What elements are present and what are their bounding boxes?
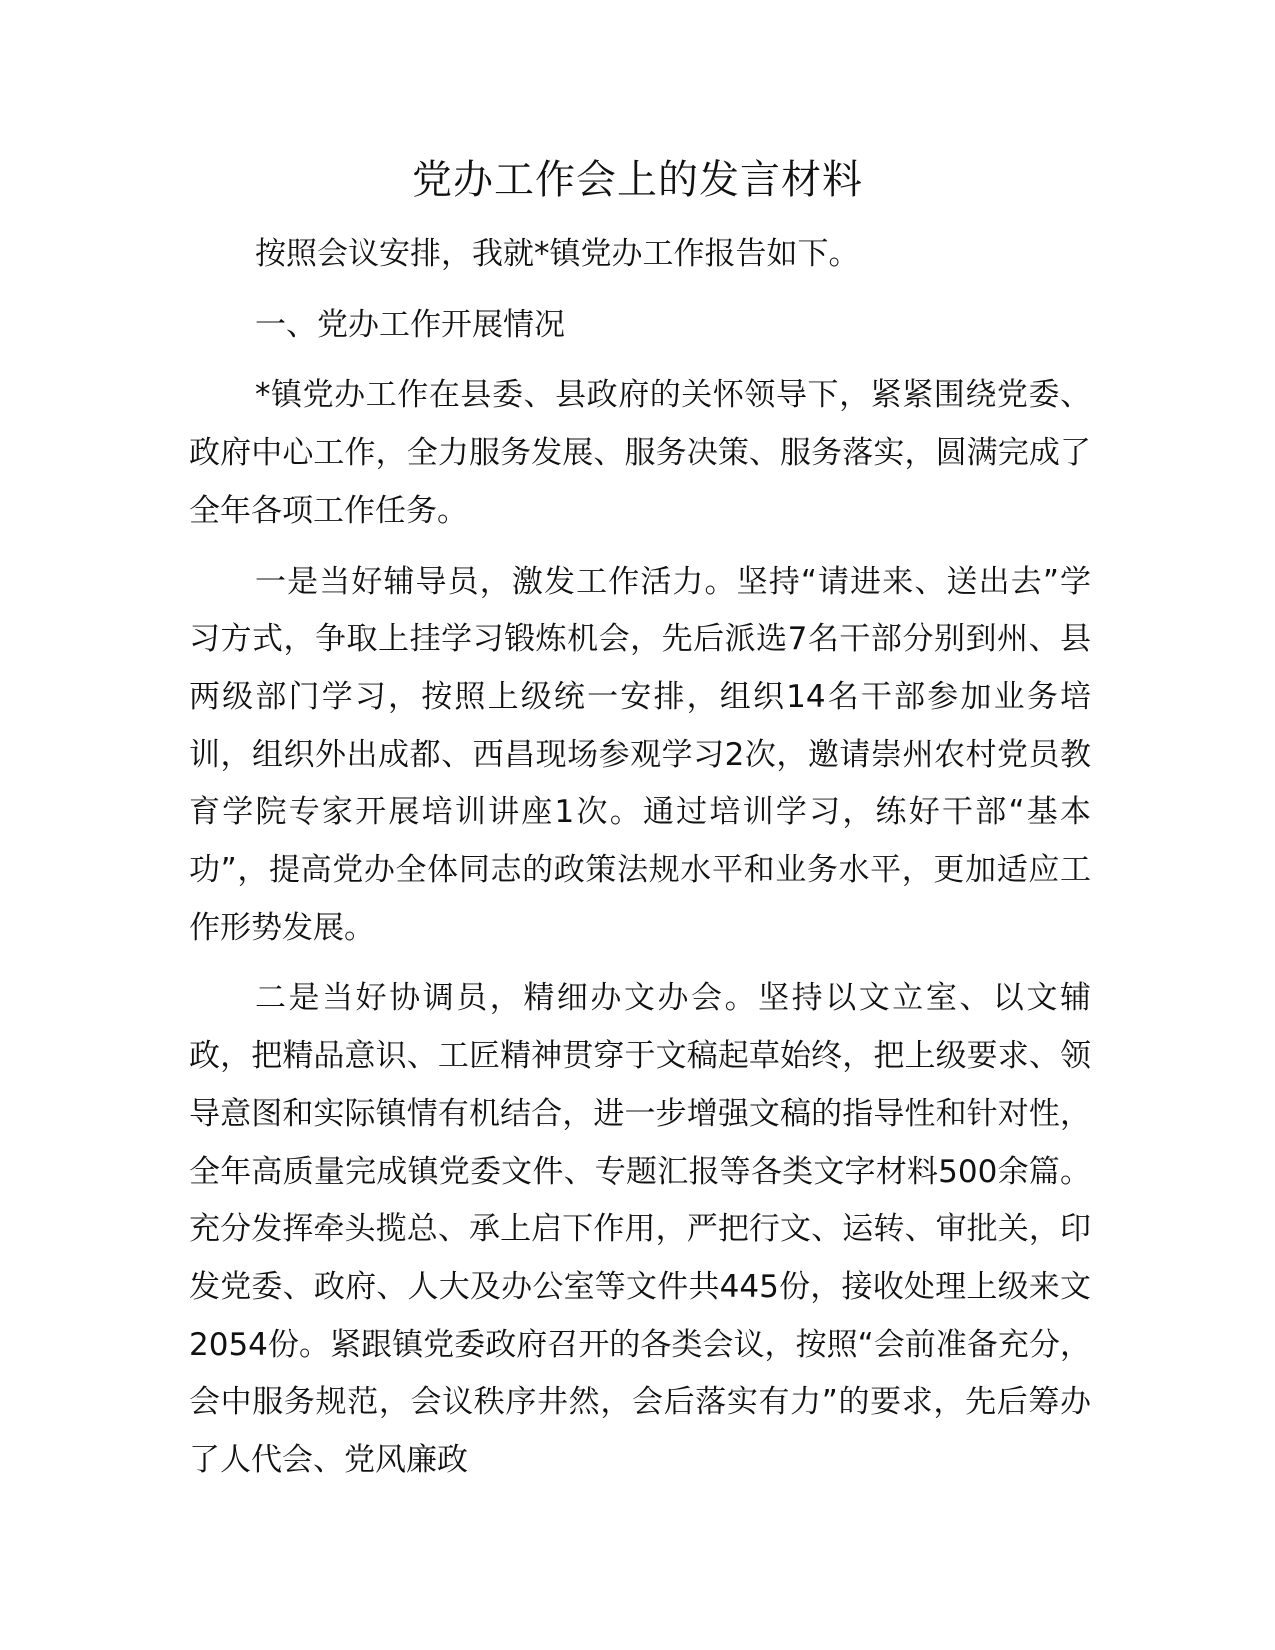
document-body (189, 226, 1091, 1503)
paragraph-intro: 按照会议安排，我就*镇党办工作报告如下。 (255, 236, 860, 272)
section-heading: 一、党办工作开展情况 (255, 306, 565, 343)
paragraph-overview: *镇党办工作在县委、县政府的关怀领导下，紧紧围绕党委、政府中心工作，全力服务发展、服务决策、服务落实，圆满完成了全年各项工作任务。 (189, 377, 1091, 529)
paragraph-point-two: 二是当好协调员，精细办文办会。坚持以文立室、以文辅政，把精品意识、工匠精神贯穿于文稿起草始终，把上级要求、领导意图和实际镇情有机结合，进一步增强文稿的指导性和针对性，全年高质量完成镇党委文件、专题汇报等各类文字材料500余篇。充分发挥牵头揽总、承上启下作用，严把行文、运转、审批关，印发党委、政府、人大及办公室等文件共445份，接收处理上级来文2054份。紧跟镇党委政府召开的各类会议，按照“会前准备充分，会中服务规范，会议秩序井然，会后落实有力”的要求，先后筹办了人代会、党风廉政 (189, 980, 1091, 1479)
paragraph-point-one: 一是当好辅导员，激发工作活力。坚持“请进来、送出去”学习方式，争取上挂学习锻炼机会，先后派选7名干部分别到州、县两级部门学习，按照上级统一安排，组织14名干部参加业务培训，组织外出成都、西昌现场参观学习2次，邀请崇州农村党员教育学院专家开展培训讲座1次。通过培训学习，练好干部“基本功”，提高党办全体同志的政策法规水平和业务水平，更加适应工作形势发展。 (189, 563, 1091, 946)
document-title: 党办工作会上的发言材料 (412, 157, 863, 203)
